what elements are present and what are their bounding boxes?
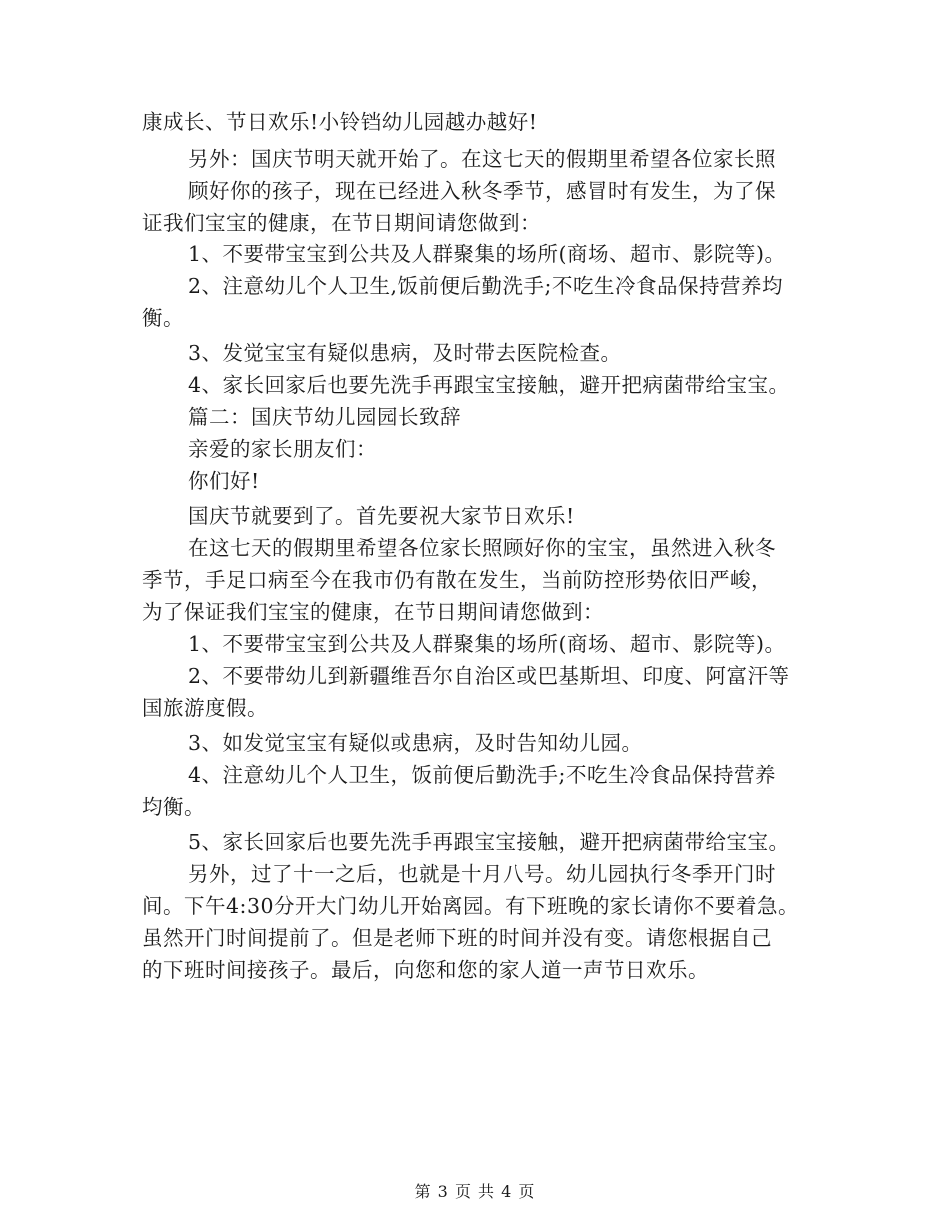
text-line: 3、发觉宝宝有疑似患病，及时带去医院检查。 xyxy=(188,341,622,365)
text-line: 另外，过了十一之后，也就是十月八号。幼儿园执行冬季开门时 xyxy=(188,862,776,886)
text-line: 2、注意幼儿个人卫生,饭前便后勤洗手;不吃生冷食品保持营养均 xyxy=(188,274,783,298)
text-line: 4、家长回家后也要先洗手再跟宝宝接触，避开把病菌带给宝宝。 xyxy=(188,373,790,397)
text-line: 证我们宝宝的健康，在节日期间请您做到： xyxy=(142,211,541,235)
text-line: 另外：国庆节明天就开始了。在这七天的假期里希望各位家长照 xyxy=(188,147,776,171)
text-line: 5、家长回家后也要先洗手再跟宝宝接触，避开把病菌带给宝宝。 xyxy=(188,830,790,854)
text-line: 1、不要带宝宝到公共及人群聚集的场所(商场、超市、影院等)。 xyxy=(188,632,786,656)
text-line: 2、不要带幼儿到新疆维吾尔自治区或巴基斯坦、印度、阿富汗等 xyxy=(188,664,790,688)
salutation: 亲爱的家长朋友们： xyxy=(188,437,377,461)
page-footer: 第 3 页 共 4 页 xyxy=(414,1182,536,1201)
text-line: 1、不要带宝宝到公共及人群聚集的场所(商场、超市、影院等)。 xyxy=(188,242,786,266)
text-line: 康成长、节日欢乐!小铃铛幼儿园越办越好! xyxy=(142,110,538,134)
text-line: 的下班时间接孩子。最后，向您和您的家人道一声节日欢乐。 xyxy=(142,958,709,982)
text-line: 衡。 xyxy=(142,306,184,330)
section-heading: 篇二：国庆节幼儿园园长致辞 xyxy=(188,405,461,429)
text-line: 均衡。 xyxy=(142,795,205,819)
text-line: 顾好你的孩子，现在已经进入秋冬季节，感冒时有发生，为了保 xyxy=(188,179,776,203)
text-line: 为了保证我们宝宝的健康，在节日期间请您做到： xyxy=(142,600,604,624)
text-line: 在这七天的假期里希望各位家长照顾好你的宝宝，虽然进入秋冬 xyxy=(188,536,776,560)
text-line: 虽然开门时间提前了。但是老师下班的时间并没有变。请您根据自己 xyxy=(142,926,772,950)
text-line: 国庆节就要到了。首先要祝大家节日欢乐! xyxy=(188,504,575,528)
text-line: 3、如发觉宝宝有疑似或患病，及时告知幼儿园。 xyxy=(188,731,643,755)
text-line: 季节，手足口病至今在我市仍有散在发生，当前防控形势依旧严峻， xyxy=(142,568,772,592)
text-line: 国旅游度假。 xyxy=(142,696,268,720)
text-line: 间。下午4:30分开大门幼儿开始离园。有下班晚的家长请你不要着急。 xyxy=(142,894,800,918)
text-line: 4、注意幼儿个人卫生，饭前便后勤洗手;不吃生冷食品保持营养 xyxy=(188,763,776,787)
greeting: 你们好! xyxy=(188,469,260,493)
